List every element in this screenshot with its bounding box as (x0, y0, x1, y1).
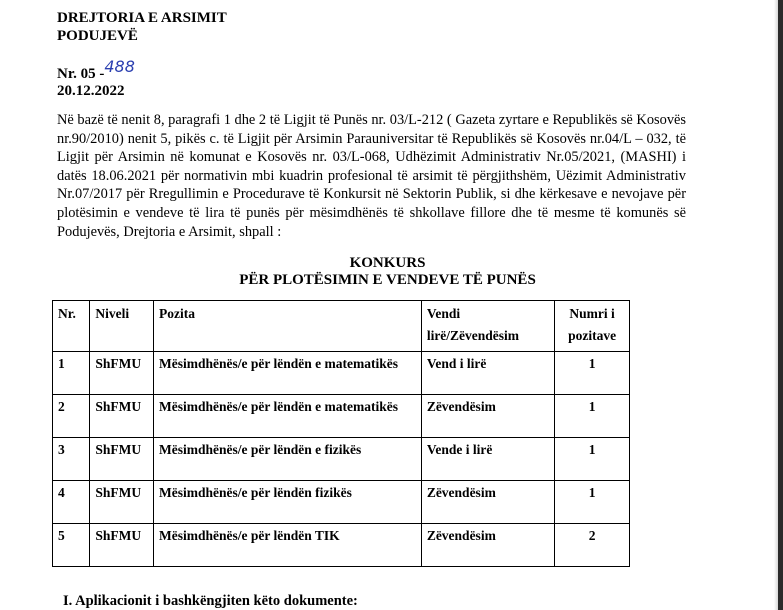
reference-prefix: Nr. 05 - (57, 66, 105, 82)
cell-nr: 4 (53, 481, 90, 524)
header-nr: Nr. (53, 301, 90, 352)
table-row (53, 481, 630, 524)
header-niveli: Niveli (90, 301, 154, 352)
handwritten-reference: 488 (104, 57, 135, 76)
document-date: 20.12.2022 (57, 83, 125, 99)
table-row (53, 524, 630, 567)
cell-pozita: Mësimdhënës/e për lëndën e matematikës (154, 352, 422, 395)
cell-nr: 5 (53, 524, 90, 567)
table-row (53, 352, 630, 395)
cell-nr: 2 (53, 395, 90, 438)
header-numri-line1: Numri i (569, 306, 615, 321)
positions-table (52, 300, 630, 567)
header-numri (555, 301, 630, 352)
cell-pozita: Mësimdhënës/e për lëndën fizikës (154, 481, 422, 524)
cell-pozita: Mësimdhënës/e për lëndën e matematikës (154, 395, 422, 438)
reference-number (57, 57, 135, 83)
cell-numri: 1 (555, 352, 630, 395)
legal-basis-paragraph: Në bazë të nenit 8, paragrafi 1 dhe 2 të Ligjit të Punës nr. 03/L-212 ( Gazeta zyrtare e Republikës së Kosovës nr.90/2010) nenit 5, pikës c. të Ligjit për Arsimin Parauniversitar të Republikës së Kosovës nr.04/L – 032, të Ligjit për Arsimin në komunat e Kosovës nr. 03/L-068, Udhëzimit Administrativ Nr.05/2021, (MASHI) i datës 18.06.2021 për normativin mbi kuadrin profesional të arsimit të përgjithshëm, Uëzimit Administrativ Nr.07/2017 për Rregullimin e Procedurave të Konkursit në Sektorin Publik, si dhe kërkesave e nevojave për plotësimin e vendeve të lira të punës për mësimdhënës të shkollave fillore dhe të mesme të komunës së Podujevës, Drejtoria e Arsimit, shpall : (57, 112, 686, 240)
section-heading: I. Aplikacionit i bashkëngjiten këto dokumente: (63, 593, 358, 609)
cell-nr: 1 (53, 352, 90, 395)
cell-niveli: ShFMU (90, 481, 154, 524)
header-vendi-line1: Vendi (426, 306, 461, 321)
cell-numri: 1 (555, 481, 630, 524)
organization-location: PODUJEVË (57, 28, 138, 44)
cell-pozita: Mësimdhënës/e për lëndën TIK (154, 524, 422, 567)
cell-numri: 1 (555, 438, 630, 481)
cell-numri: 2 (555, 524, 630, 567)
cell-niveli: ShFMU (90, 395, 154, 438)
header-vendi-line2: lirë/Zëvendësim (426, 328, 520, 343)
cell-vendi: Zëvendësim (421, 524, 554, 567)
table-row (53, 395, 630, 438)
cell-niveli: ShFMU (90, 352, 154, 395)
document-title: KONKURS (349, 255, 426, 271)
cell-pozita: Mësimdhënës/e për lëndën e fizikës (154, 438, 422, 481)
table-header-row (53, 301, 630, 352)
cell-nr: 3 (53, 438, 90, 481)
header-pozita: Pozita (154, 301, 422, 352)
cell-niveli: ShFMU (90, 438, 154, 481)
cell-vendi: Zëvendësim (421, 481, 554, 524)
cell-numri: 1 (555, 395, 630, 438)
table-row (53, 438, 630, 481)
cell-vendi: Zëvendësim (421, 395, 554, 438)
header-vendi (421, 301, 554, 352)
organization-name: DREJTORIA E ARSIMIT (57, 10, 227, 26)
document-subtitle: PËR PLOTËSIMIN E VENDEVE TË PUNËS (239, 272, 536, 288)
header-numri-line2: pozitave (568, 328, 617, 343)
cell-niveli: ShFMU (90, 524, 154, 567)
cell-vendi: Vend i lirë (421, 352, 554, 395)
cell-vendi: Vende i lirë (421, 438, 554, 481)
page-edge-shadow (778, 0, 783, 610)
